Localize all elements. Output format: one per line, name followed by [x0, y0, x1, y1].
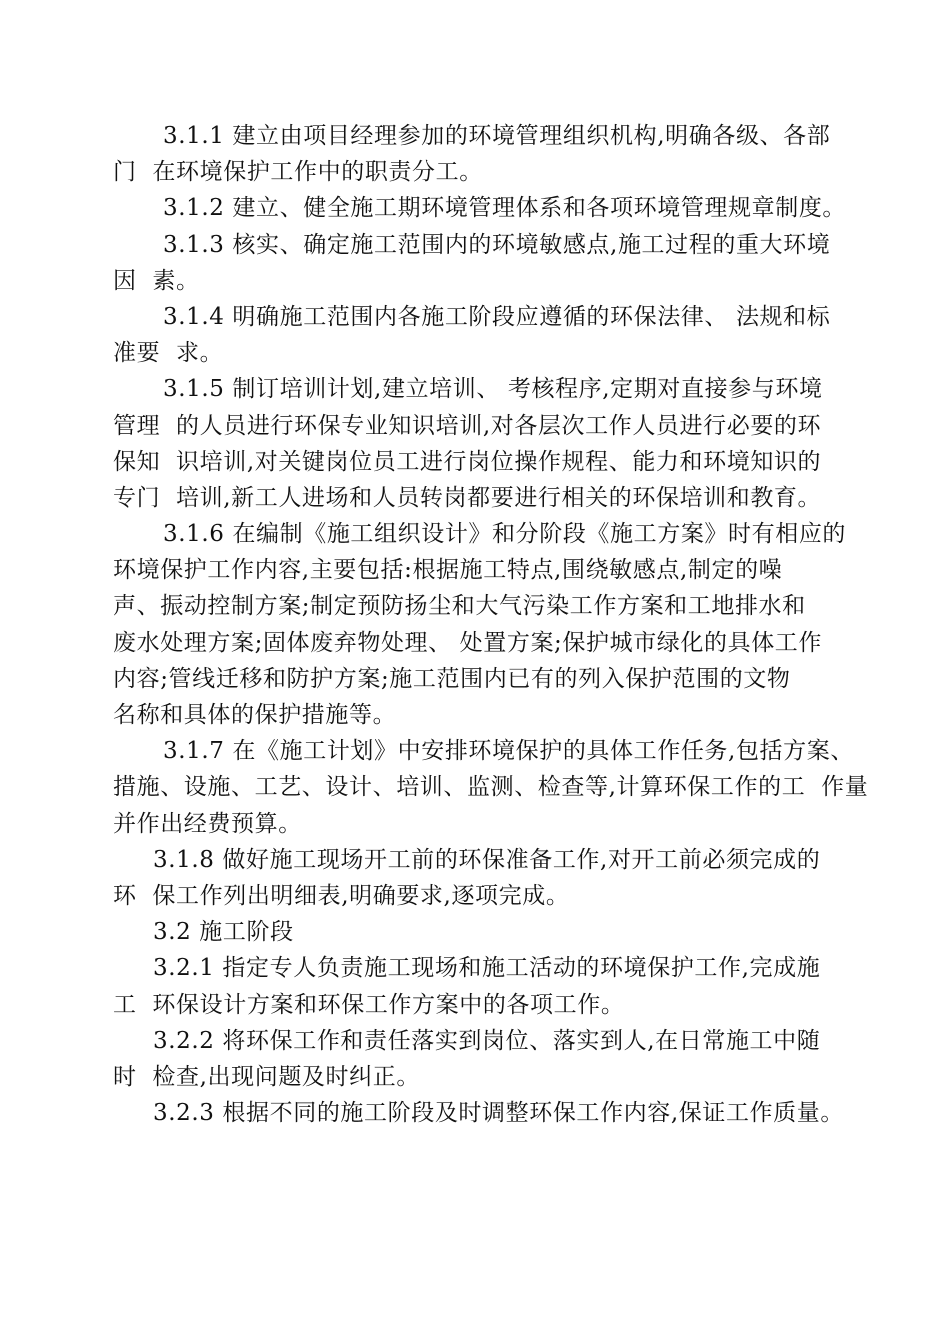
paragraph-line: 3.2.2 将环保工作和责任落实到岗位、落实到人,在日常施工中随	[153, 1027, 821, 1054]
paragraph-line: 3.1.5 制订培训计划,建立培训、 考核程序,定期对直接参与环境	[163, 376, 823, 403]
paragraph-line: 措施、设施、工艺、设计、培训、监测、检查等,计算环保工作的工 作量	[113, 774, 869, 801]
paragraph-line: 准要 求。	[113, 340, 224, 367]
paragraph-line: 并作出经费预算。	[113, 810, 302, 837]
paragraph-line: 环境保护工作内容,主要包括:根据施工特点,围绕敏感点,制定的噪	[113, 557, 783, 584]
paragraph-line: 3.2.1 指定专人负责施工现场和施工活动的环境保护工作,完成施	[153, 955, 821, 982]
paragraph-line: 3.1.6 在编制《施工组织设计》和分阶段《施工方案》时有相应的	[163, 521, 847, 548]
paragraph-line: 名称和具体的保护措施等。	[113, 702, 397, 728]
paragraph-line: 门 在环境保护工作中的职责分工。	[113, 159, 483, 186]
paragraph-line: 3.1.2 建立、健全施工期环境管理体系和各项环境管理规章制度。	[163, 195, 847, 222]
paragraph-line: 因 素。	[113, 267, 200, 294]
paragraph-line: 3.1.7 在《施工计划》中安排环境保护的具体工作任务,包括方案、	[163, 738, 854, 765]
paragraph-line: 3.2.3 根据不同的施工阶段及时调整环保工作内容,保证工作质量。	[153, 1100, 844, 1127]
paragraph-line: 3.1.1 建立由项目经理参加的环境管理组织机构,明确各级、各部	[163, 123, 831, 149]
paragraph-line: 3.1.4 明确施工范围内各施工阶段应遵循的环保法律、 法规和标	[163, 303, 831, 330]
paragraph-line: 保知 识培训,对关键岗位员工进行岗位操作规程、能力和环境知识的	[113, 448, 822, 475]
paragraph-line: 时 检查,出现问题及时纠正。	[113, 1063, 420, 1090]
paragraph-line: 专门 培训,新工人进场和人员转岗都要进行相关的环保培训和教育。	[113, 484, 822, 511]
paragraph-line: 声、振动控制方案;制定预防扬尘和大气污染工作方案和工地排水和	[113, 593, 806, 620]
paragraph-line: 工 环保设计方案和环保工作方案中的各项工作。	[113, 991, 625, 1018]
paragraph-line: 管理 的人员进行环保专业知识培训,对各层次工作人员进行必要的环	[113, 412, 822, 439]
paragraph-line: 内容;管线迁移和防护方案;施工范围内已有的列入保护范围的文物	[113, 665, 791, 692]
paragraph-line: 废水处理方案;固体废弃物处理、 处置方案;保护城市绿化的具体工作	[113, 629, 823, 656]
paragraph-line: 3.1.3 核实、确定施工范围内的环境敏感点,施工过程的重大环境	[163, 231, 831, 258]
paragraph-line: 环 保工作列出明细表,明确要求,逐项完成。	[113, 882, 570, 909]
paragraph-line: 3.1.8 做好施工现场开工前的环保准备工作,对开工前必须完成的	[153, 846, 821, 873]
section-heading: 3.2 施工阶段	[153, 919, 294, 946]
document-body	[113, 118, 869, 1131]
